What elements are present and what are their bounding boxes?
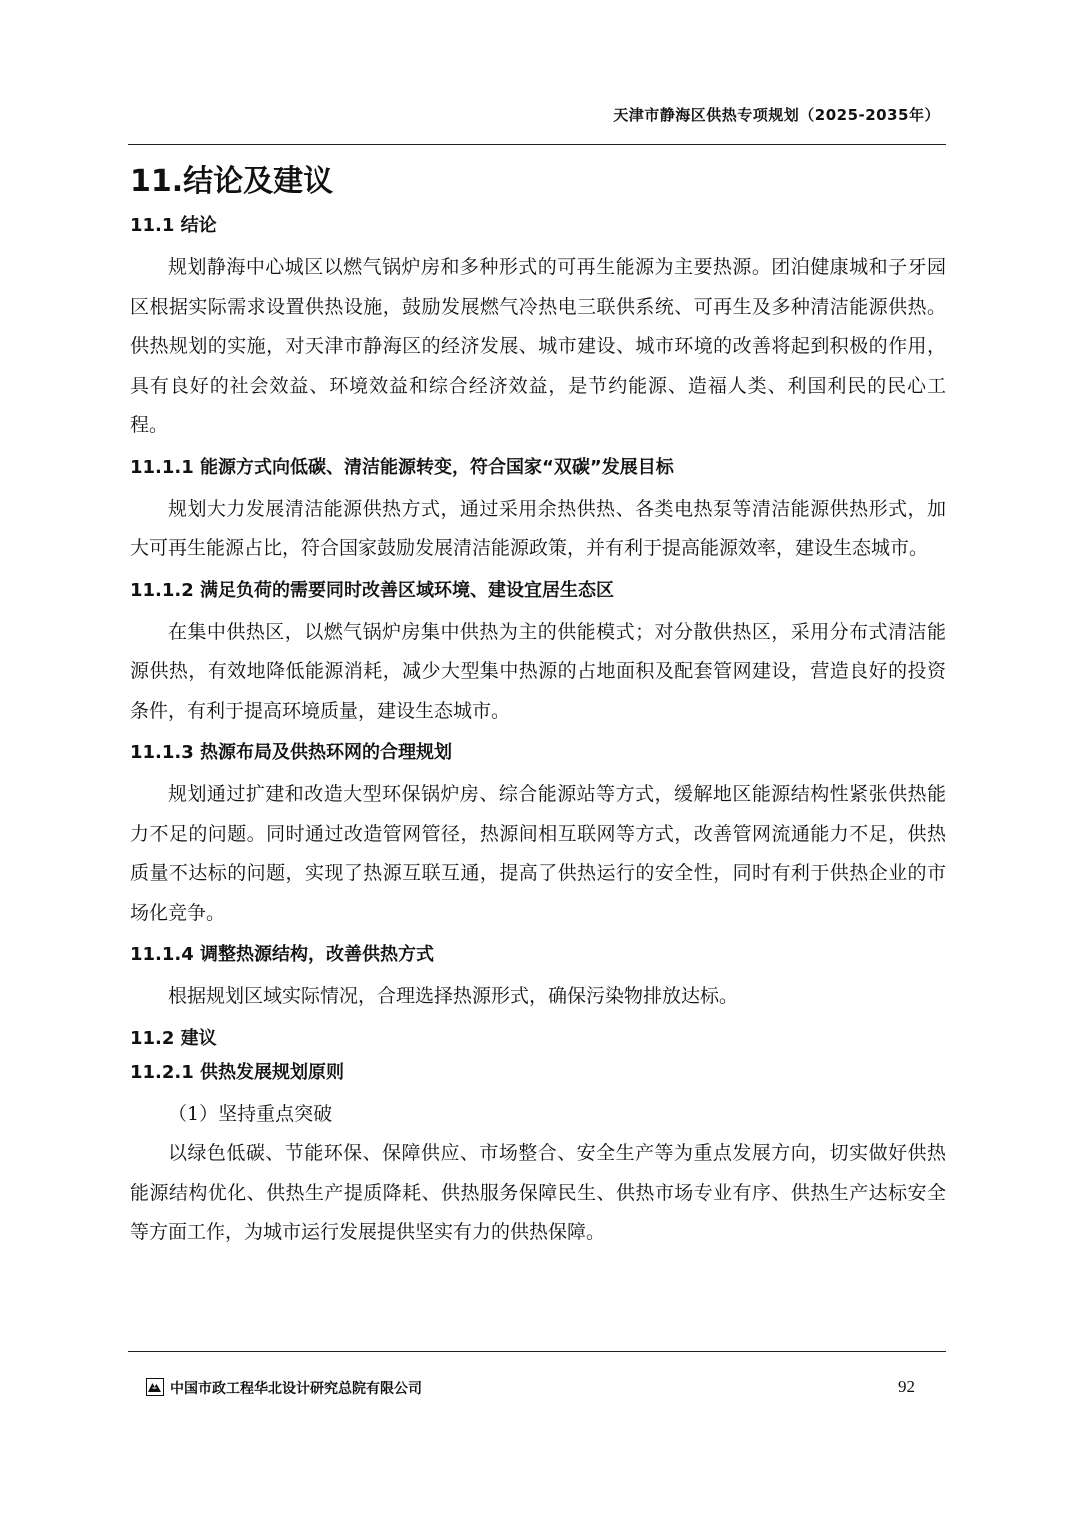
section-heading-11-1: 11.1 结论 (130, 215, 217, 236)
footer-divider (128, 1351, 946, 1352)
section-paragraph-11-1-4: 根据规划区域实际情况，合理选择热源形式，确保污染物排放达标。 (168, 985, 739, 1007)
section-paragraph-11-1-2: 在集中供热区，以燃气锅炉房集中供热为主的供能模式；对分散供热区，采用分布式清洁能源供热，有效地降低能源消耗，减少大型集中热源的占地面积及配套管网建设，营造良好的投资条件，有利于提高环境质量，建设生态城市。 (130, 620, 946, 722)
footer-company: 中国市政工程华北设计研究总院有限公司 (170, 1381, 422, 1397)
page-number: 92 (898, 1377, 915, 1396)
chapter-title: 11.结论及建议 (130, 164, 334, 199)
header-title: 天津市静海区供热专项规划（2025-2035年） (613, 106, 940, 124)
section-paragraph-11-1: 规划静海中心城区以燃气锅炉房和多种形式的可再生能源为主要热源。团泊健康城和子牙园区根据实际需求设置供热设施，鼓励发展燃气冷热电三联供系统、可再生及多种清洁能源供热。供热规划的实施，对天津市静海区的经济发展、城市建设、城市环境的改善将起到积极的作用，具有良好的社会效益、环境效益和综合经济效益，是节约能源、造福人类、利国利民的民心工程。 (130, 256, 946, 436)
section-heading-11-1-2: 11.1.2 满足负荷的需要同时改善区域环境、建设宜居生态区 (130, 579, 615, 601)
section-paragraph-11-1-3: 规划通过扩建和改造大型环保锅炉房、综合能源站等方式，缓解地区能源结构性紧张供热能力不足的问题。同时通过改造管网管径，热源间相互联网等方式，改善管网流通能力不足，供热质量不达标的问题，实现了热源互联互通，提高了供热运行的安全性，同时有利于供热企业的市场化竞争。 (130, 783, 946, 924)
section-heading-11-1-3: 11.1.3 热源布局及供热环网的合理规划 (130, 742, 453, 763)
section-paragraph-11-1-1: 规划大力发展清洁能源供热方式，通过采用余热供热、各类电热泵等清洁能源供热形式，加大可再生能源占比，符合国家鼓励发展清洁能源政策，并有利于提高能源效率，建设生态城市。 (130, 497, 946, 559)
section-heading-11-1-4: 11.1.4 调整热源结构，改善供热方式 (130, 944, 435, 965)
list-item-1: （1）坚持重点突破 (168, 1102, 333, 1125)
page-content (130, 160, 946, 1253)
section-heading-11-1-1: 11.1.1 能源方式向低碳、清洁能源转变，符合国家“双碳”发展目标 (130, 456, 674, 478)
company-logo-icon (146, 1378, 164, 1396)
section-paragraph-11-2-1: 以绿色低碳、节能环保、保障供应、市场整合、安全生产等为重点发展方向，切实做好供热能源结构优化、供热生产提质降耗、供热服务保障民生、供热市场专业有序、供热生产达标安全等方面工作，为城市运行发展提供坚实有力的供热保障。 (130, 1142, 946, 1243)
section-heading-11-2-1: 11.2.1 供热发展规划原则 (130, 1061, 345, 1083)
section-heading-11-2: 11.2 建议 (130, 1027, 217, 1049)
header-divider (128, 144, 946, 145)
